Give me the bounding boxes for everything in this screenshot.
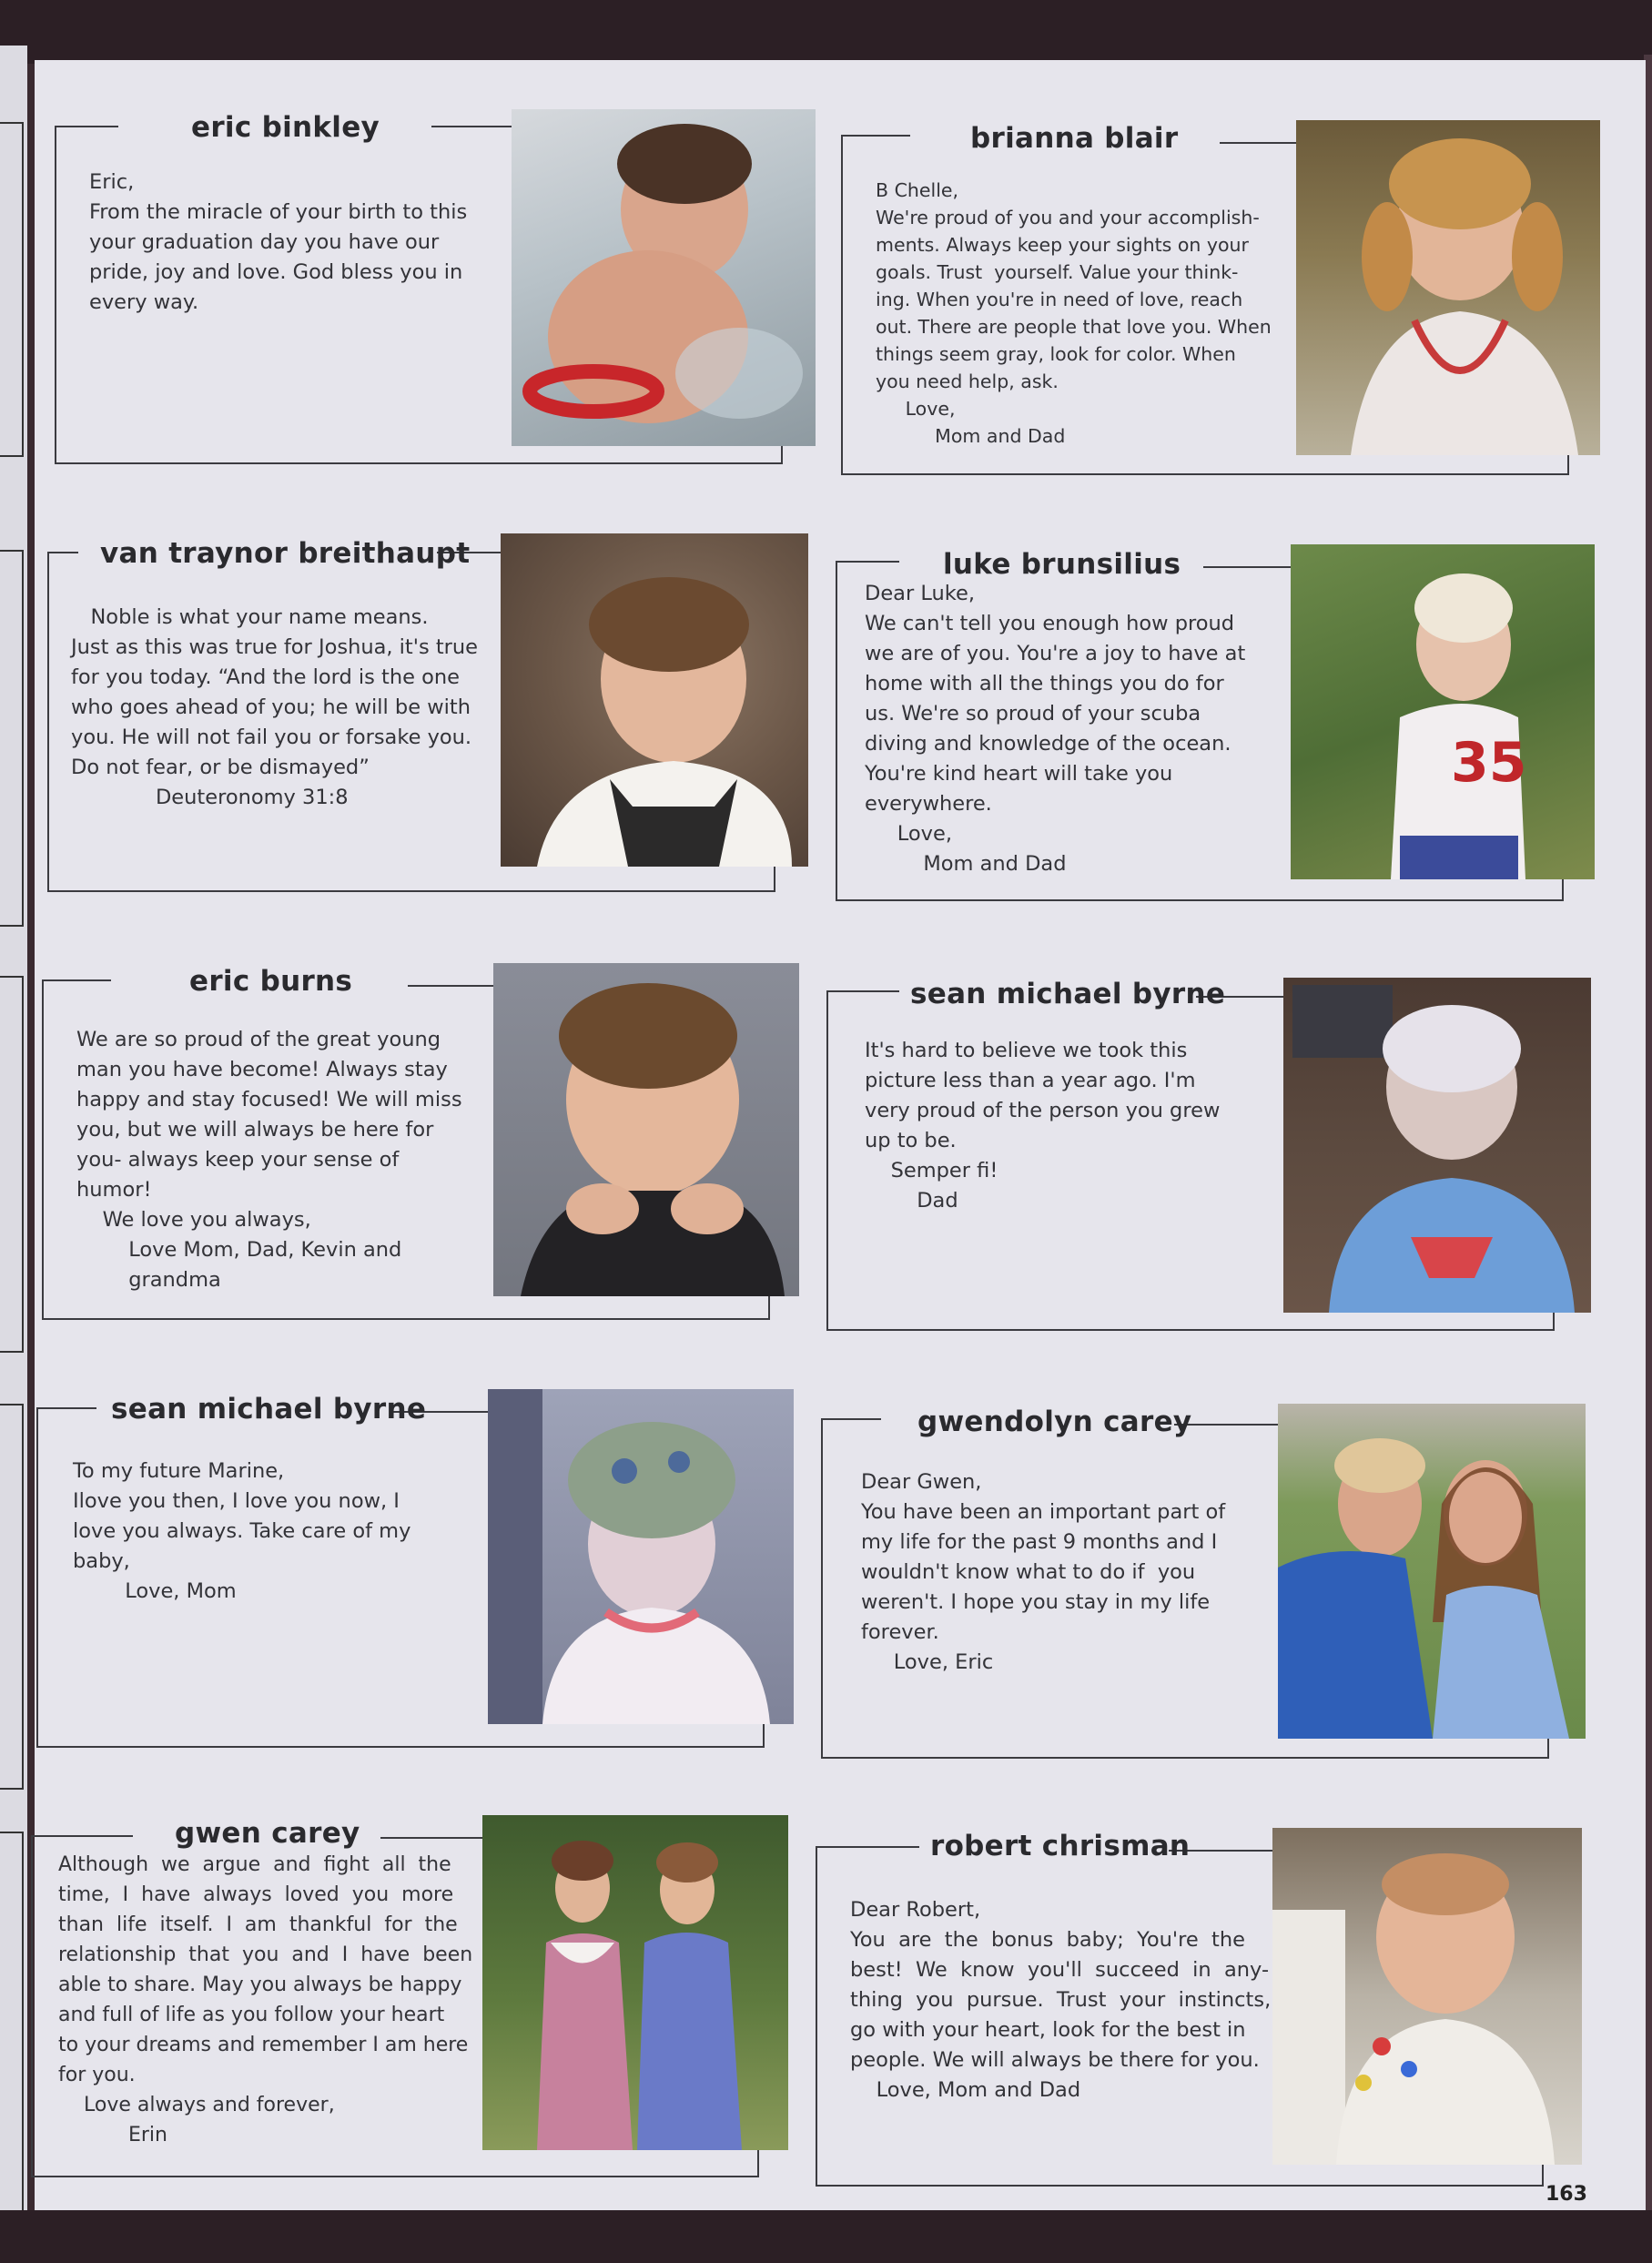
toddler-photo <box>493 963 799 1296</box>
toddler-photo <box>1291 544 1595 879</box>
yearbook-page <box>35 60 1646 2210</box>
student-name: sean michael byrne <box>111 1393 427 1426</box>
student-name: brianna blair <box>970 122 1179 155</box>
student-name: sean michael byrne <box>910 978 1226 1010</box>
svg-text:35: 35 <box>1451 731 1527 795</box>
student-name: eric binkley <box>191 111 380 144</box>
parent-message: Dear Gwen, You have been an important part of my life for the past 9 months and I wouldn't know what to do if you weren't. I hope you stay in my life forever. Love, Eric <box>861 1470 1226 1674</box>
student-name: eric burns <box>189 965 353 998</box>
bottom-binding-edge <box>0 2210 1652 2263</box>
toddler-photo <box>1296 120 1600 455</box>
student-name: gwendolyn carey <box>917 1405 1192 1438</box>
toddler-photo <box>501 533 808 867</box>
student-name: gwen carey <box>175 1817 360 1850</box>
student-name: robert chrisman <box>930 1830 1191 1862</box>
facing-page-edge <box>0 46 27 2212</box>
sisters-photo <box>482 1815 788 2150</box>
parent-message: B Chelle, We're proud of you and your accomplish- ments. Always keep your sights on your goals. Trust yourself. Value your think- ing. When you're in need of love, reach out. There are people that love you. When things seem gray, look for color. When you need help, ask. Love, Mom and Dad <box>876 179 1272 447</box>
parent-message: Although we argue and fight all the time, I have always loved you more than life itself. I am thankful for the relationship that you and I have been able to share. May you always be happy and full of life as you follow your heart to your dreams and remember I am here for you. Love always and forever, Erin <box>58 1853 473 2146</box>
parent-message: Noble is what your name means. Just as this was true for Joshua, it's true for you today. “And the lord is the one who goes ahead of you; he will be with you. He will not fail you or forsake you. Do not fear, or be dismayed” Deuteronomy 31:8 <box>71 605 478 809</box>
parent-message: To my future Marine, Ilove you then, I love you now, I love you always. Take care of my baby, Love, Mom <box>73 1459 411 1603</box>
page-number: 163 <box>1546 2183 1587 2206</box>
top-binding-edge <box>0 0 1652 64</box>
student-name: luke brunsilius <box>943 548 1181 581</box>
parent-message: It's hard to believe we took this picture less than a year ago. I'm very proud of the person you grew up to be. Semper fi! Dad <box>865 1039 1221 1213</box>
toddler-photo <box>488 1389 794 1724</box>
couple-photo <box>1278 1404 1586 1739</box>
parent-message: We are so proud of the great young man you have become! Always stay happy and stay focused! We will miss you, but we will always be here for you- always keep your sense of humor! We love you always, Love Mom, Dad, Kevin and grandma <box>76 1028 462 1292</box>
parent-message: Eric, From the miracle of your birth to this your graduation day you have our pride, joy and love. God bless you in every way. <box>89 170 468 314</box>
toddler-photo <box>1283 978 1591 1313</box>
parent-message: Dear Luke, We can't tell you enough how proud we are of you. You're a joy to have at home with all the things you do for us. We're so proud of your scuba diving and knowledge of the ocean. You're kind heart will take you everywhere. Love, Mom and Dad <box>865 582 1246 876</box>
parent-message: Dear Robert, You are the bonus baby; You're the best! We know you'll succeed in any- thing you pursue. Trust your instincts, go with your heart, look for the best in people. We will always be there for you. Love, Mom and Dad <box>850 1898 1272 2102</box>
student-name: van traynor breithaupt <box>100 537 471 570</box>
baby-photo <box>512 109 816 446</box>
baby-photo <box>1272 1828 1582 2165</box>
